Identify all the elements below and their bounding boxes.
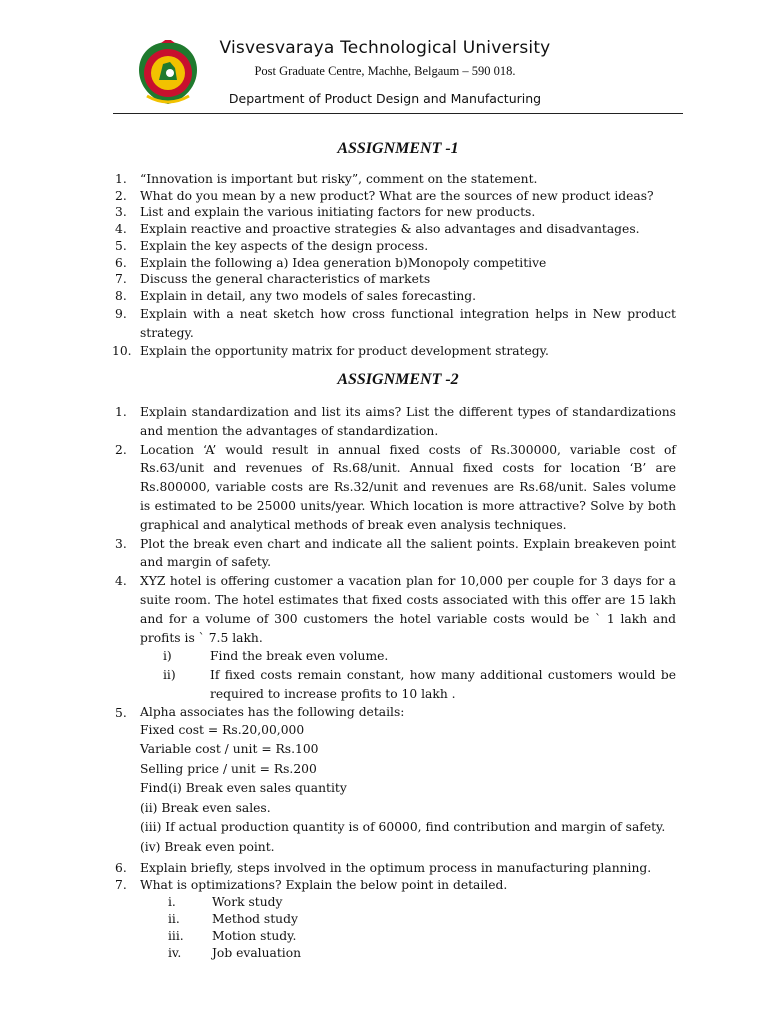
header-divider [113,113,683,114]
item-4-sublist [140,647,676,703]
list-item: iv. Job evaluation [168,946,302,960]
item-5-details: Alpha associates has the following details: Fixed cost = Rs.20,00,000 Variable cost / unit = Rs.100 Selling price / unit = Rs.200 Find(i) Break even sales quantity (ii) Break even sales. (iii) If actual production quantity is of 60000, find contribution and margin of safety. (iv) Break even point. [140,704,666,854]
list-item: 4. Explain reactive and proactive strategies & also advantages and disadvantages. [115,222,640,237]
list-item: ii) If fixed costs remain constant, how many additional customers would be required to increase profits to 10 lakh . [163,668,676,701]
list-item: 7. What is optimizations? Explain the below point in detailed. i. Work study ii. Method study iii. Motion study. iv. Job evaluation [113,877,676,962]
list-item: 5. Alpha associates has the following details: Fixed cost = Rs.20,00,000 Variable cost / unit = Rs.100 Selling price / unit = Rs.200 Find(i) Break even sales quantity (ii) Break even sales. (iii) If actual production quantity is of 60000, find contribution and margin of safety. (iv) Break even point. [113,704,676,858]
list-item: 1. “Innovation is important but risky”, comment on the statement. [115,172,538,186]
list-item: ii. Method study [168,912,298,926]
list-item: 4. XYZ hotel is offering customer a vacation plan for 10,000 per couple for 3 days for a suite room. The hotel estimates that fixed costs associated with this offer are 15 lakh and for a volume of 300 customers the hotel variable costs would be ` 1 lakh and profits is ` 7.5 lakh. i) Find the break even volume. ii) If fixed costs remain constant, how many additional customers would be required to increase profits to 10 lakh . [113,572,676,704]
list-item: 2. Location ‘A’ would result in annual fixed costs of Rs.300000, variable cost of Rs.63/unit and revenues of Rs.68/unit. Annual fixed costs for location ‘B’ are Rs.800000, variable costs are Rs.32/unit and revenues are Rs.68/unit. Sales volume is estimated to be 25000 units/year. Which location is more attractive? Solve by both graphical and analytical methods of break even analysis techniques. [115,442,676,532]
assignment-1-list [113,171,676,360]
university-logo-icon [137,40,199,106]
list-item: iii. Motion study. [168,929,297,943]
assignment-2-list-continued [113,860,676,962]
list-item: 6. Explain the following a) Idea generation b)Monopoly competitive [115,255,547,270]
university-name: Visvesvaraya Technological University [219,38,551,58]
item-7-sublist [140,894,676,962]
list-item: 6. Explain briefly, steps involved in the optimum process in manufacturing planning. [115,861,652,875]
list-item: 10. Explain the opportunity matrix for product development strategy. [112,344,549,359]
list-item: 7. Discuss the general characteristics of markets [115,272,431,287]
list-item: i. Work study [168,895,283,909]
list-item: 9. Explain with a neat sketch how cross functional integration helps in New product strategy. [115,306,676,340]
list-item: i) Find the break even volume. [163,649,389,664]
list-item: 3. List and explain the various initiating factors for new products. [115,205,536,220]
department-name: Department of Product Design and Manufacturing [228,91,542,106]
list-item: 5. Explain the key aspects of the design process. [115,238,429,253]
assignment-1-title: ASSIGNMENT -1 [337,140,459,157]
list-item: 3. Plot the break even chart and indicate all the salient points. Explain breakeven point and margin of safety. [115,536,676,570]
list-item: 1. Explain standardization and list its aims? List the different types of standardizations and mention the advantages of standardization. [115,405,676,438]
assignment-2-list [113,403,676,857]
assignment-2-title: ASSIGNMENT -2 [337,371,459,388]
centre-address: Post Graduate Centre, Machhe, Belgaum – 590 018. [254,64,516,78]
list-item: 2. What do you mean by a new product? What are the sources of new product ideas? [115,188,654,203]
list-item: 8. Explain in detail, any two models of sales forecasting. [115,288,477,303]
